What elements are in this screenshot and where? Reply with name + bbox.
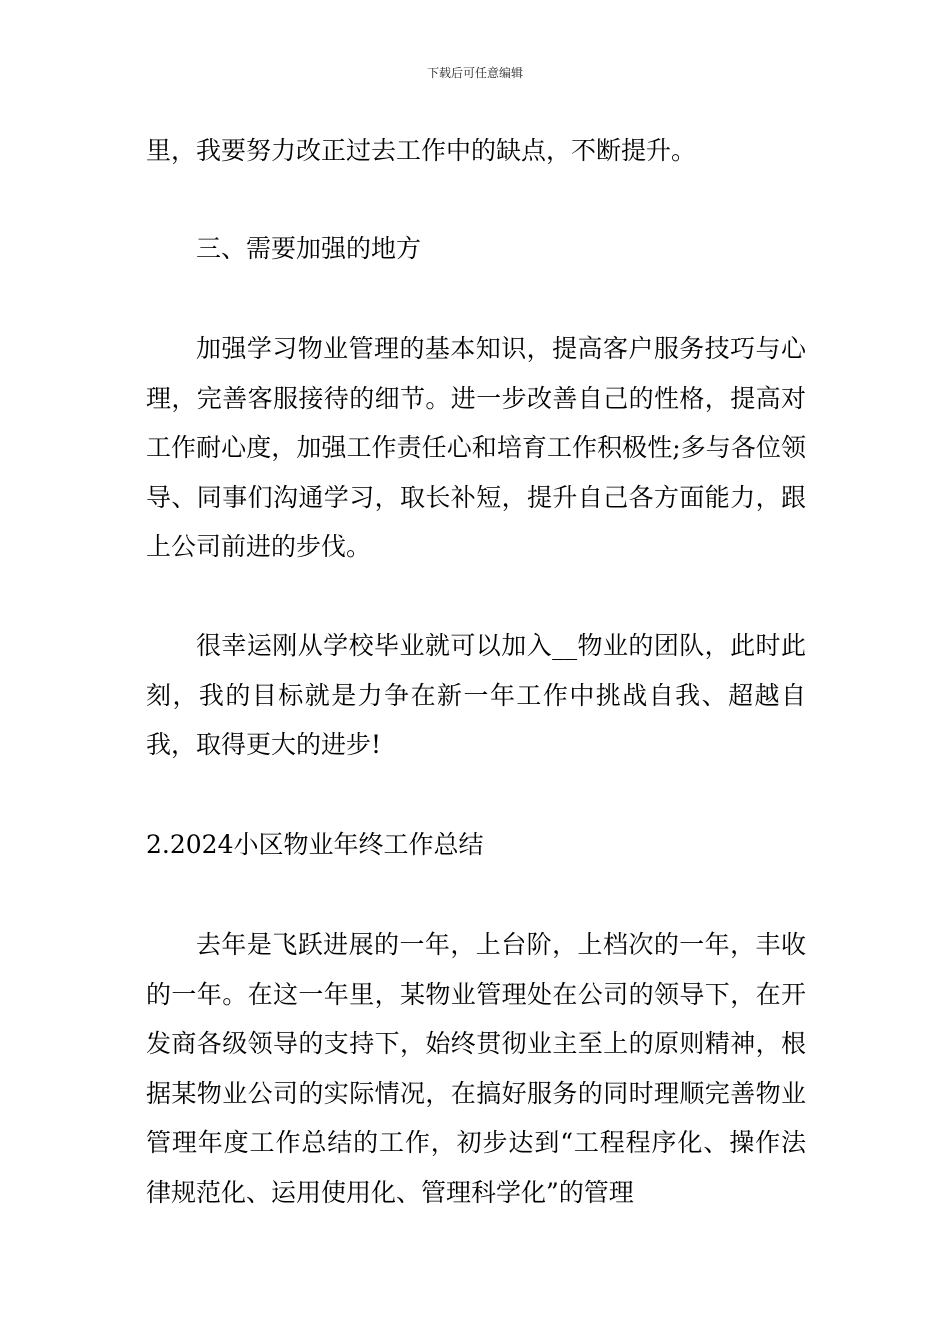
paragraph-goal: 很幸运刚从学校毕业就可以加入__物业的团队，此时此刻，我的目标就是力争在新一年工作中挑战自我、超越自我，取得更大的进步! — [146, 631, 806, 759]
section-heading-three: 三、需要加强的地方 — [196, 234, 422, 263]
paragraph-strengthen: 加强学习物业管理的基本知识，提高客户服务技巧与心理，完善客服接待的细节。进一步改善自己的性格，提高对工作耐心度，加强工作责任心和培育工作积极性;多与各位领导、同事们沟通学习，取长补短，提升自己各方面能力，跟上公司前进的步伐。 — [146, 334, 806, 561]
paragraph-continuation: 里，我要努力改正过去工作中的缺点，不断提升。 — [146, 136, 697, 165]
header-note: 下载后可任意编辑 — [426, 66, 523, 80]
paragraph-summary: 去年是飞跃进展的一年，上台阶，上档次的一年，丰收的一年。在这一年里，某物业管理处在公司的领导下，在开发商各级领导的支持下，始终贯彻业主至上的原则精神，根据某物业公司的实际情况，在搞好服务的同时理顺完善物业管理年度工作总结的工作，初步达到“工程程序化、操作法律规范化、运用使用化、管理科学化”的管理 — [146, 930, 806, 1207]
article-title: 2.2024小区物业年终工作总结 — [146, 830, 484, 859]
